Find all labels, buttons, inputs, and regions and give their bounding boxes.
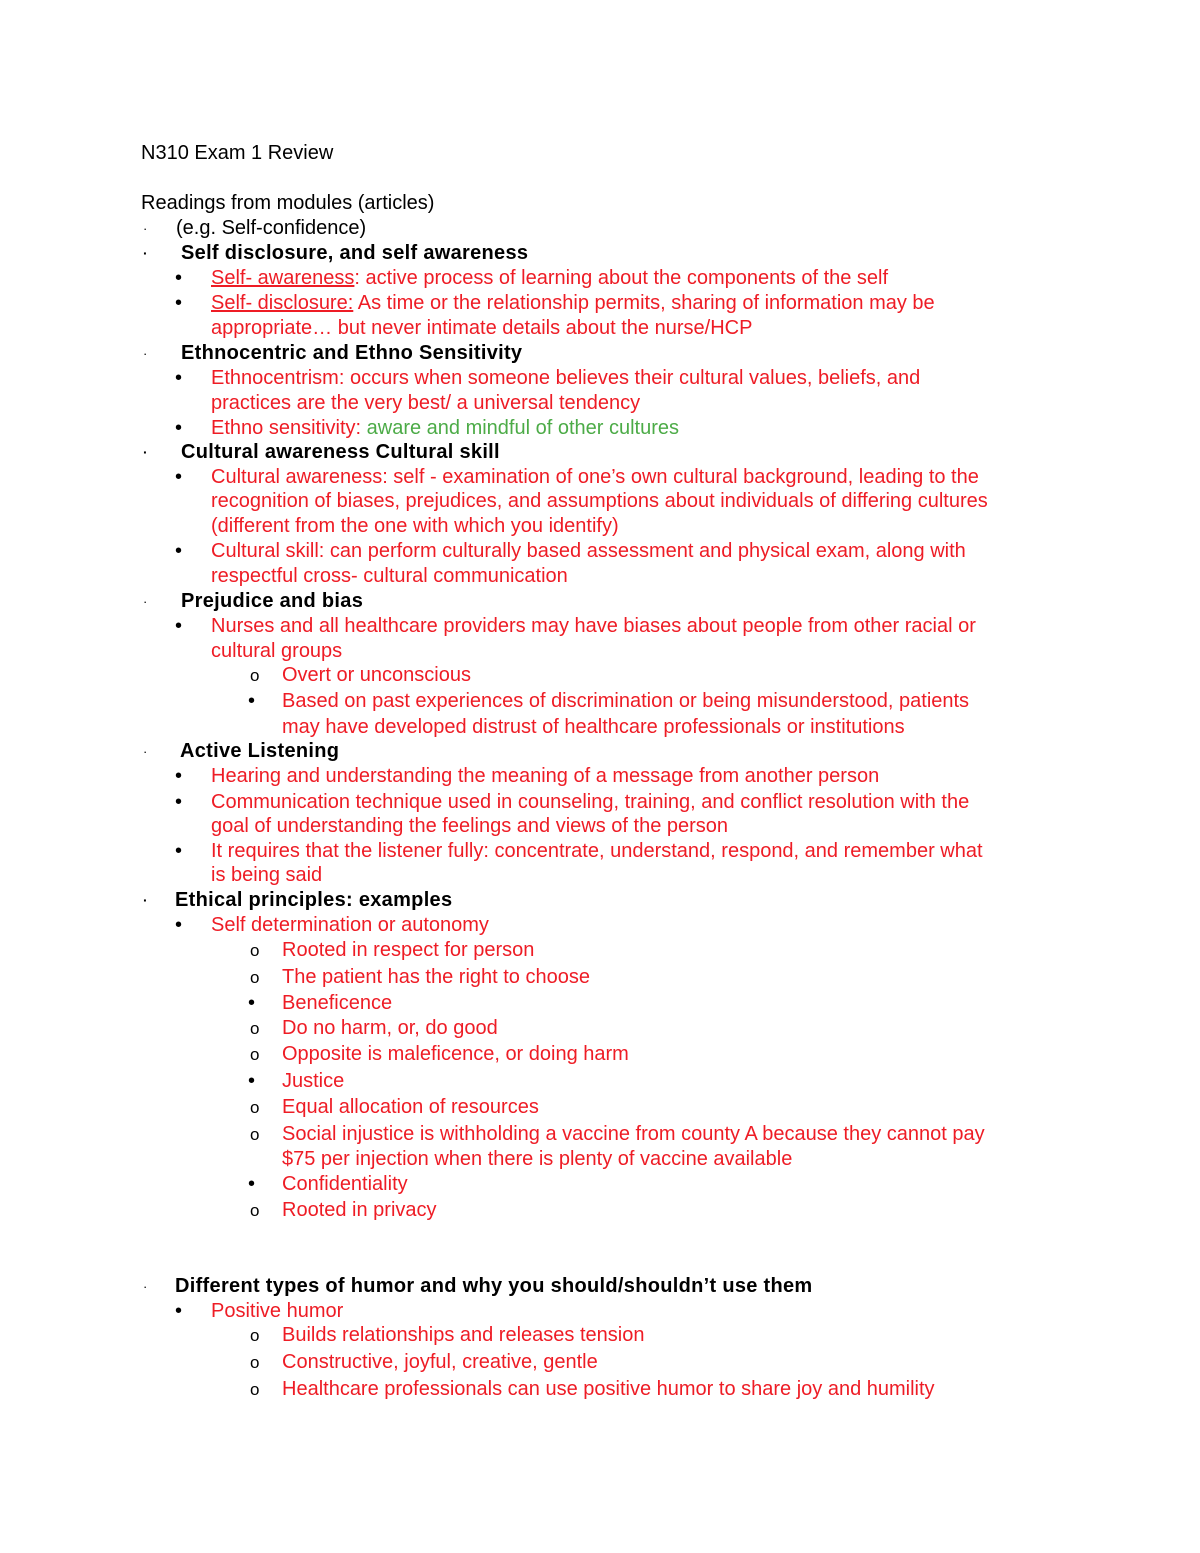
bullet-marker: • [175,292,183,314]
bullet-marker: • [175,840,183,862]
bullet-marker: • [175,417,183,439]
bullet-marker: • [248,1173,256,1195]
bullet-marker: • [175,615,183,637]
bullet-marker: • [175,1300,183,1322]
circle-marker: o [250,1098,260,1117]
bullet-marker: • [175,791,183,813]
dot-marker: · [143,444,148,460]
bullet-marker: • [248,992,256,1014]
circle-marker: o [250,1353,260,1372]
bullet-marker: • [248,1070,256,1092]
bullet-marker: • [175,914,183,936]
dot-marker: · [143,245,148,261]
document-page: N310 Exam 1 Review Readings from modules (articles) · (e.g. Self-confidence) · Self disclosure, and self awareness • Self- awareness: active process of learning about the components of the self • Self- disclosure: As time or the relationship permits, sharing of information may be appropriate… but never intimate details about the nurse/HCP · Ethnocentric and Ethno Sensitivity • Ethnocentrism: occurs when someone believes their cultural values, beliefs, and practices are the very best/ a universal tendency • Ethno sensitivity: aware and mindful of other cultures · Cultural awareness Cultural skill • Cultural awareness: self - examination of one’s own cultural background, leading to the recognition of biases, prejudices, and assumptions about individuals of differing cultures (different from the one with which you identify) • Cultural skill: can perform culturally based assessment and physical exam, along with respectful cross- cultural communication · Prejudice and bias • Nurses and all healthcare providers may have biases about people from other racial or cultural groups o Overt or unconscious • Based on past experiences of discrimination or being misunderstood, patients may have developed distrust of healthcare professionals or institutions · Active Listening • Hearing and understanding the meaning of a message from another person • Communication technique used in counseling, training, and conflict resolution with the goal of understanding the feelings and views of the person • It requires that the listener fully: concentrate, understand, respond, and remember what is being said · Ethical principles: examples • Self determination or autonomy o Rooted in respect for person o The patient has the right to choose • Beneficence o Do no harm, or, do good o Opposite is maleficence, or doing harm • Justice o Equal allocation of resources o Social injustice is withholding a vaccine from county A because they cannot pay $75 per injection when there is plenty of vaccine available • Confidentiality o Rooted in privacy · Different types of humor and why you should/shouldn’t use them • Positive humor o Builds relationships and releases tension o Constructive, joyful, creative, gentle o Healthcare professionals can use positive humor to share joy and humility [141,142,988,1400]
circle-marker: o [250,666,260,685]
circle-marker: o [250,941,260,960]
dot-marker: · [143,744,148,759]
circle-marker: o [250,1380,260,1399]
circle-marker: o [250,968,260,987]
bullet-marker: • [175,367,183,389]
bullet-marker: • [175,267,183,289]
bullet-marker: • [248,690,256,712]
circle-marker: o [250,1326,260,1345]
dot-marker: · [143,1279,148,1294]
bullet-marker: • [175,540,183,562]
dot-marker: · [143,594,148,609]
bullet-marker: • [175,466,183,488]
circle-marker: o [250,1045,260,1064]
dot-marker: · [143,346,148,361]
bullet-marker: • [175,765,183,787]
circle-marker: o [250,1201,260,1220]
circle-marker: o [250,1125,260,1144]
dot-marker: · [143,892,148,908]
circle-marker: o [250,1019,260,1038]
dot-marker: · [143,221,148,236]
